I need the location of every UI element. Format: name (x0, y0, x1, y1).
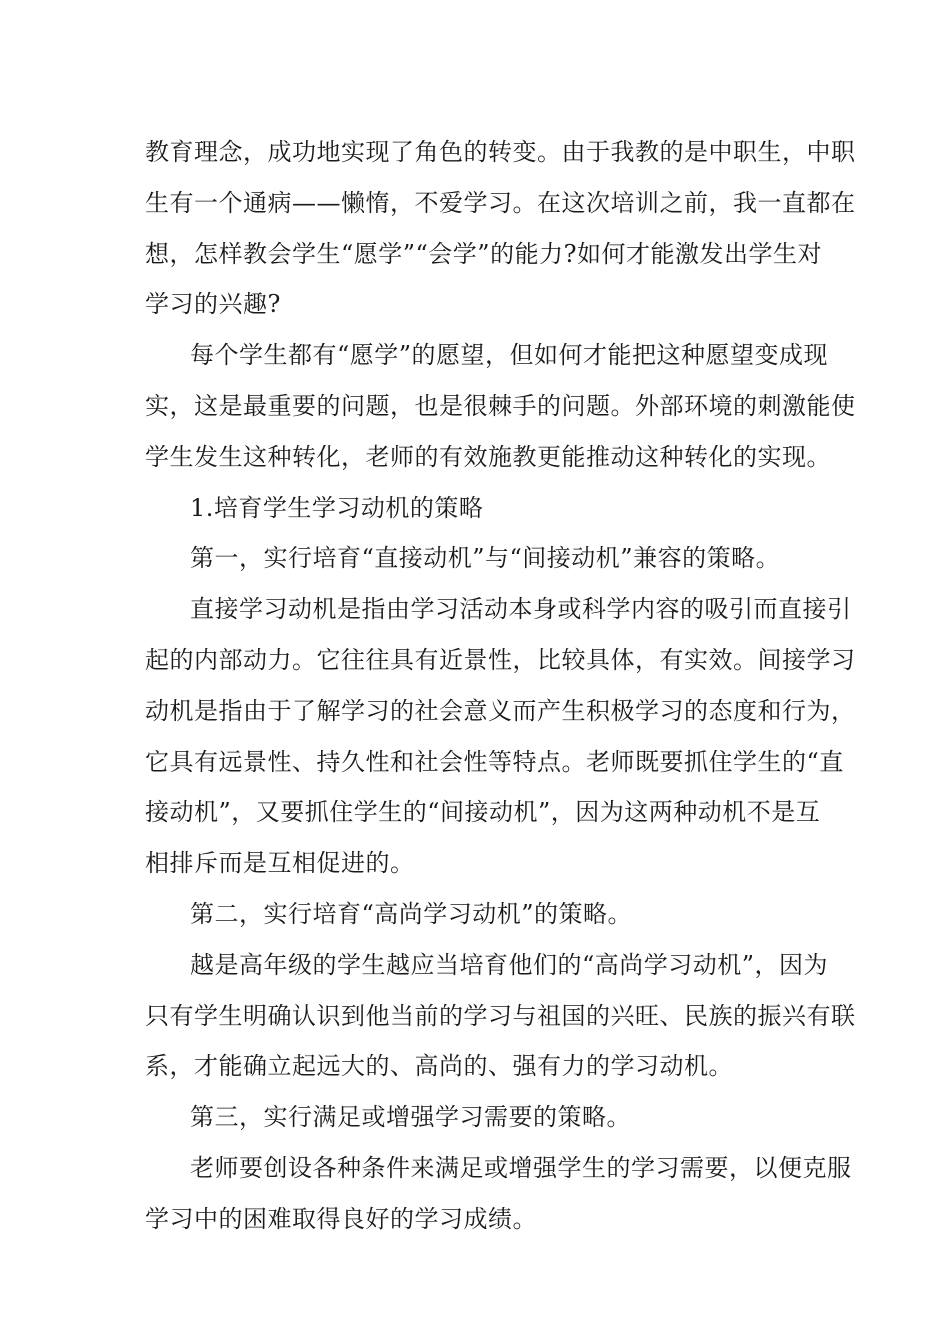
text-line: 每个学生都有“愿学”的愿望，但如何才能把这种愿望变成现 (190, 341, 829, 370)
text-line: 学生发生这种转化，老师的有效施教更能推动这种转化的实现。 (145, 442, 831, 471)
text-line: 系，才能确立起远大的、高尚的、强有力的学习动机。 (145, 1052, 733, 1081)
text-line: 学习的兴趣? (145, 290, 281, 319)
text-line: 越是高年级的学生越应当培育他们的“高尚学习动机”，因为 (190, 950, 829, 979)
text-line: 生有一个通病——懒惰，不爱学习。在这次培训之前，我一直都在 (145, 188, 856, 217)
text-line: 动机是指由于了解学习的社会意义而产生积极学习的态度和行为， (145, 696, 856, 725)
text-line: 它具有远景性、持久性和社会性等特点。老师既要抓住学生的“直 (145, 747, 844, 776)
section-heading: 1.培育学生学习动机的策略 (190, 493, 484, 522)
text-line: 学习中的困难取得良好的学习成绩。 (145, 1204, 537, 1233)
text-line: 实，这是最重要的问题，也是很棘手的问题。外部环境的刺激能使 (145, 391, 856, 420)
text-line: 教育理念，成功地实现了角色的转变。由于我教的是中职生，中职 (145, 138, 856, 166)
text-line: 第二，实行培育“高尚学习动机”的策略。 (190, 899, 633, 928)
text-line: 第三，实行满足或增强学习需要的策略。 (190, 1103, 631, 1132)
text-line: 想，怎样教会学生“愿学”“会学”的能力?如何才能激发出学生对 (145, 239, 822, 268)
text-line: 老师要创设各种条件来满足或增强学生的学习需要，以便克服 (190, 1153, 852, 1182)
body-text (145, 127, 856, 1245)
text-line: 接动机”，又要抓住学生的“间接动机”，因为这两种动机不是互 (145, 798, 821, 827)
text-line: 第一，实行培育“直接动机”与“间接动机”兼容的策略。 (190, 544, 781, 573)
text-line: 相排斥而是互相促进的。 (145, 849, 415, 878)
text-line: 只有学生明确认识到他当前的学习与祖国的兴旺、民族的振兴有联 (145, 1001, 856, 1030)
text-line: 直接学习动机是指由学习活动本身或科学内容的吸引而直接引 (190, 595, 852, 624)
text-line: 起的内部动力。它往往具有近景性，比较具体，有实效。间接学习 (145, 645, 856, 674)
